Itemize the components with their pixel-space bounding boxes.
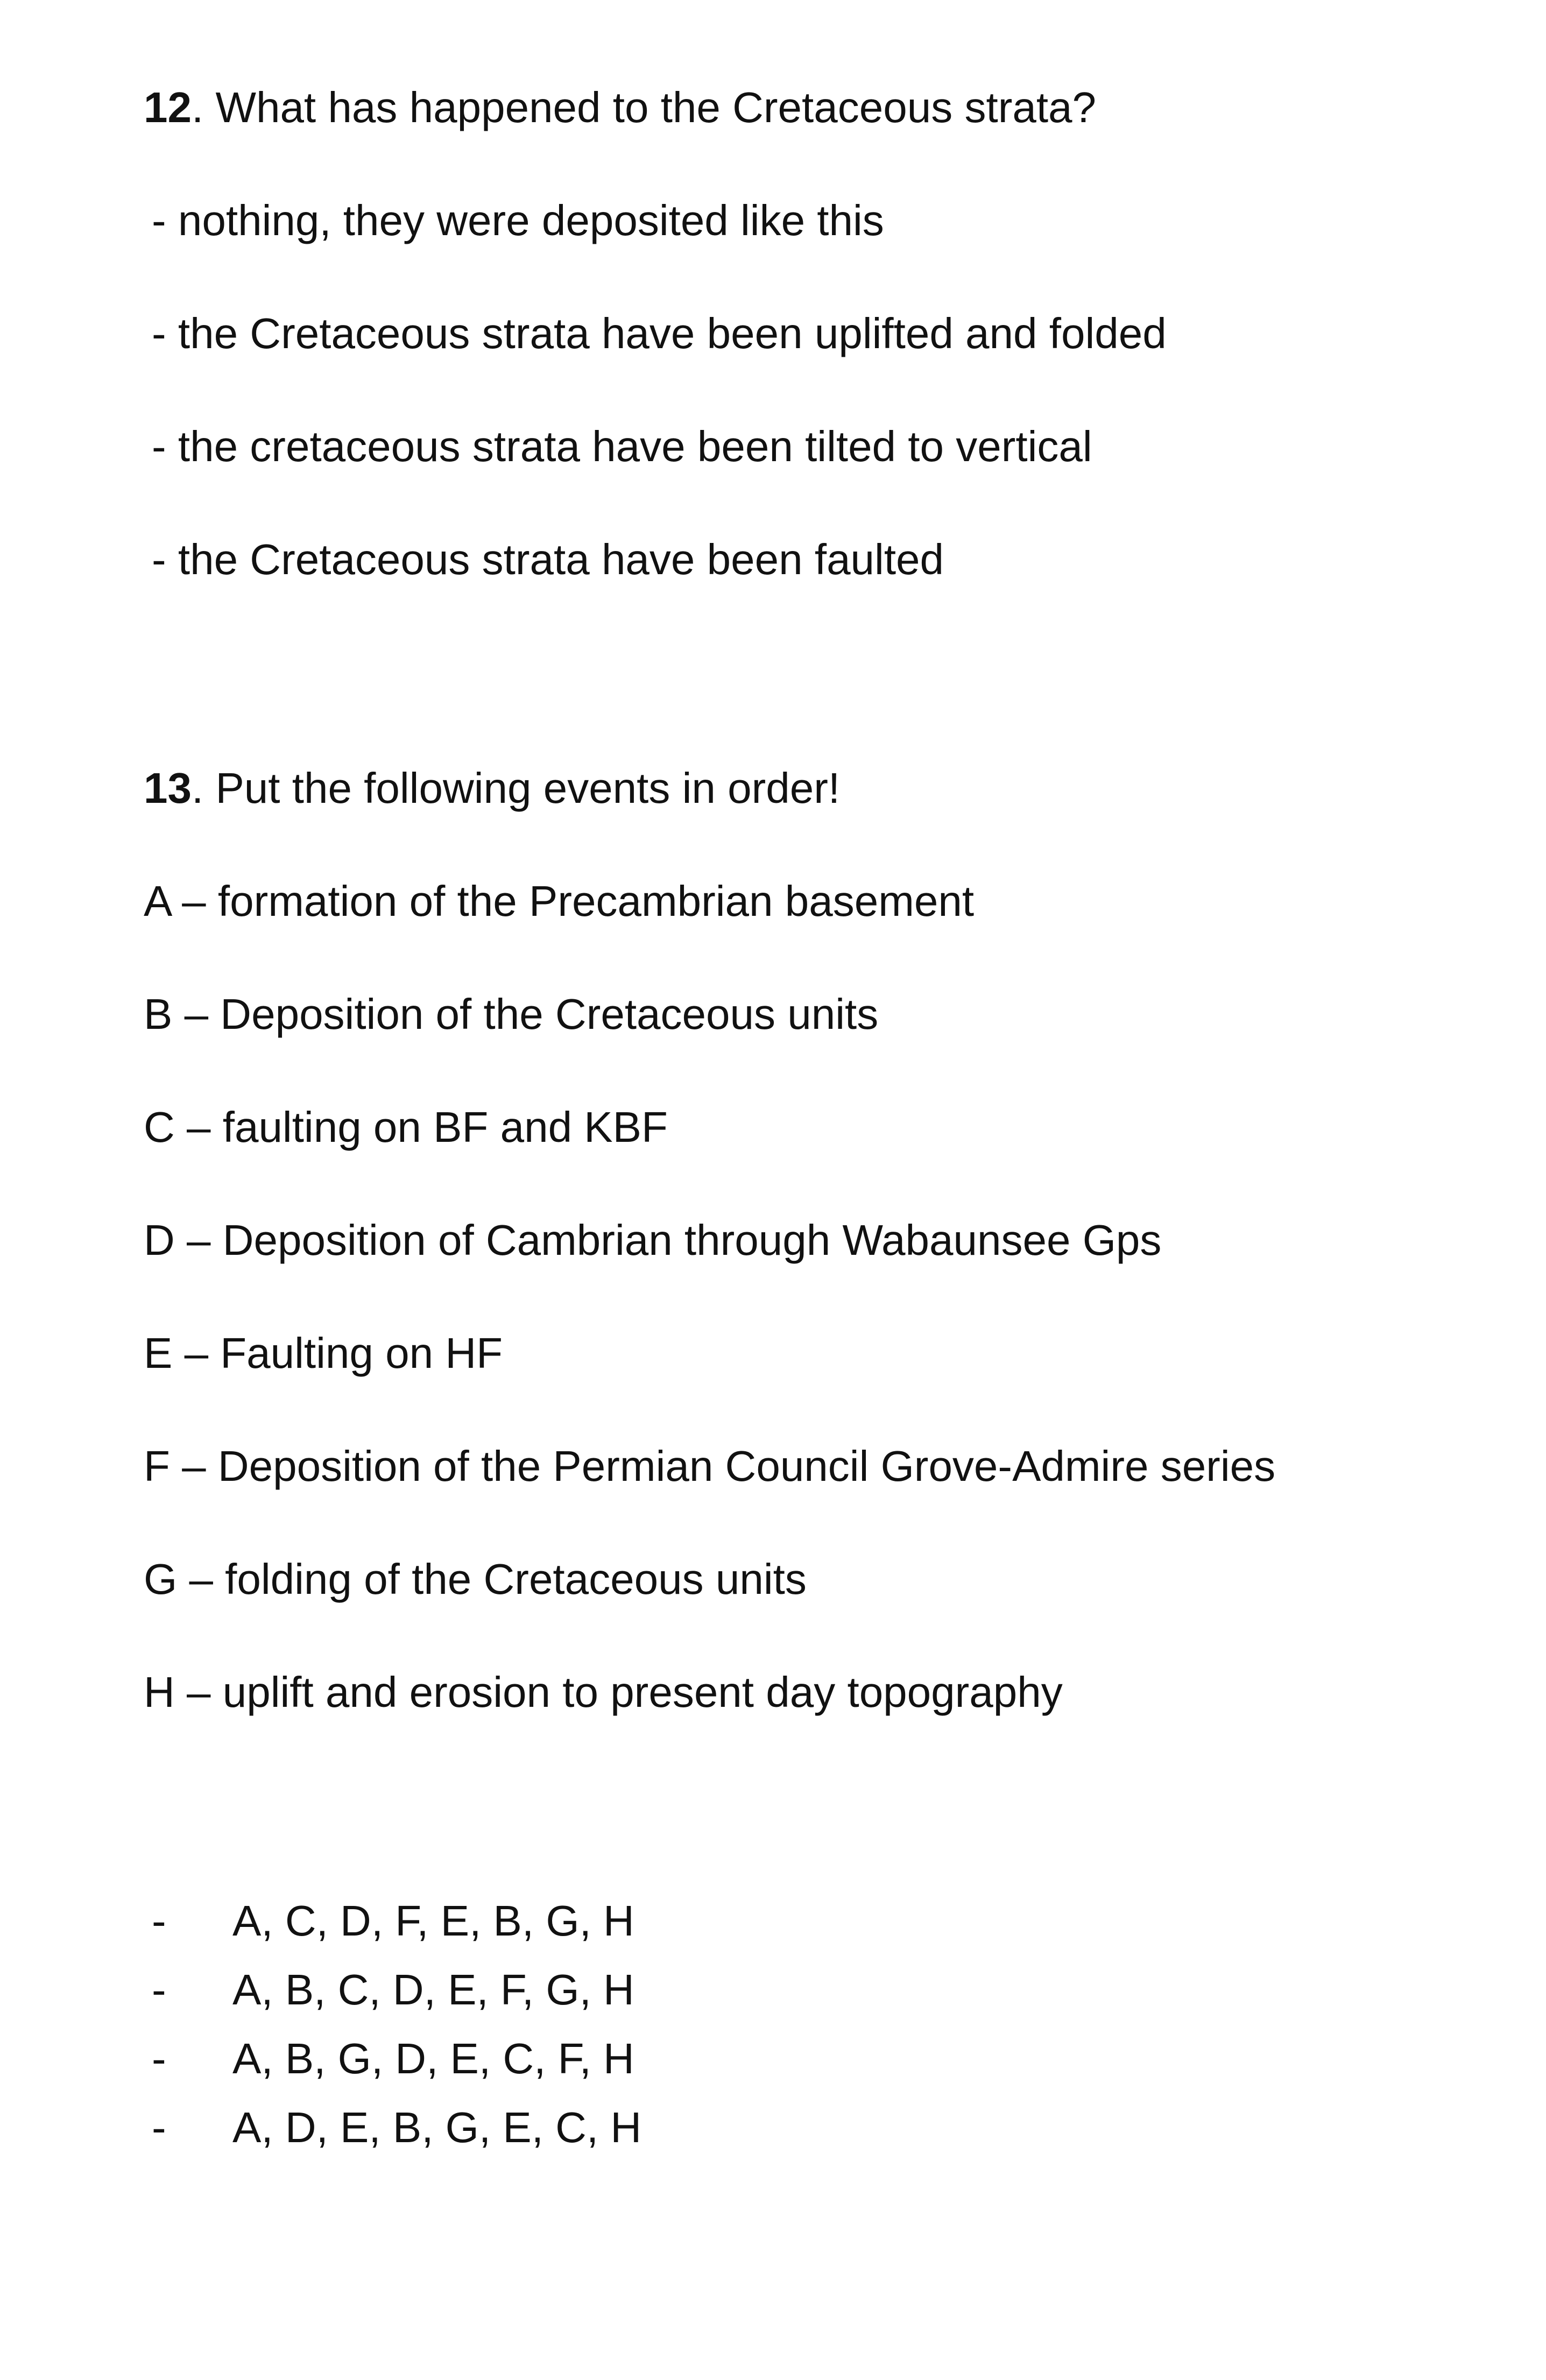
question-12-number: 12 — [144, 83, 192, 131]
event-e: E – Faulting on HF — [144, 1329, 503, 1377]
answer-dash: - — [152, 1966, 166, 2014]
answer-option-3-text: A, B, G, D, E, C, F, H — [232, 2035, 634, 2082]
question-12-option-3: - the cretaceous strata have been tilted to vertical — [152, 422, 1092, 470]
question-12-option-4: - the Cretaceous strata have been faulted — [152, 535, 944, 583]
event-d: D – Deposition of Cambrian through Wabaunsee Gps — [144, 1216, 1162, 1264]
question-12-option-1: - nothing, they were deposited like this — [152, 196, 884, 244]
answer-option-1-text: A, C, D, F, E, B, G, H — [232, 1897, 634, 1945]
answer-dash: - — [152, 2035, 166, 2082]
event-c: C – faulting on BF and KBF — [144, 1103, 668, 1151]
question-12-text: . What has happened to the Cretaceous strata? — [191, 83, 1097, 131]
event-f: F – Deposition of the Permian Council Grove-Admire series — [144, 1442, 1276, 1490]
question-13-text: . Put the following events in order! — [191, 764, 841, 812]
question-12-option-2: - the Cretaceous strata have been uplifted and folded — [152, 309, 1167, 357]
answer-option-4 — [152, 2101, 641, 2155]
event-b: B – Deposition of the Cretaceous units — [144, 990, 879, 1038]
answer-option-2 — [152, 1963, 634, 2017]
answer-option-2-text: A, B, C, D, E, F, G, H — [232, 1966, 634, 2014]
event-g: G – folding of the Cretaceous units — [144, 1555, 807, 1603]
question-13-heading — [144, 761, 840, 815]
answer-option-1 — [152, 1894, 634, 1948]
answer-dash: - — [152, 2103, 166, 2151]
question-13-number: 13 — [144, 764, 192, 812]
event-h: H – uplift and erosion to present day topography — [144, 1668, 1063, 1716]
answer-dash: - — [152, 1897, 166, 1945]
event-a: A – formation of the Precambrian basement — [144, 877, 975, 925]
answer-option-4-text: A, D, E, B, G, E, C, H — [232, 2103, 642, 2151]
question-12-heading — [144, 81, 1096, 135]
answer-option-3 — [152, 2032, 634, 2086]
